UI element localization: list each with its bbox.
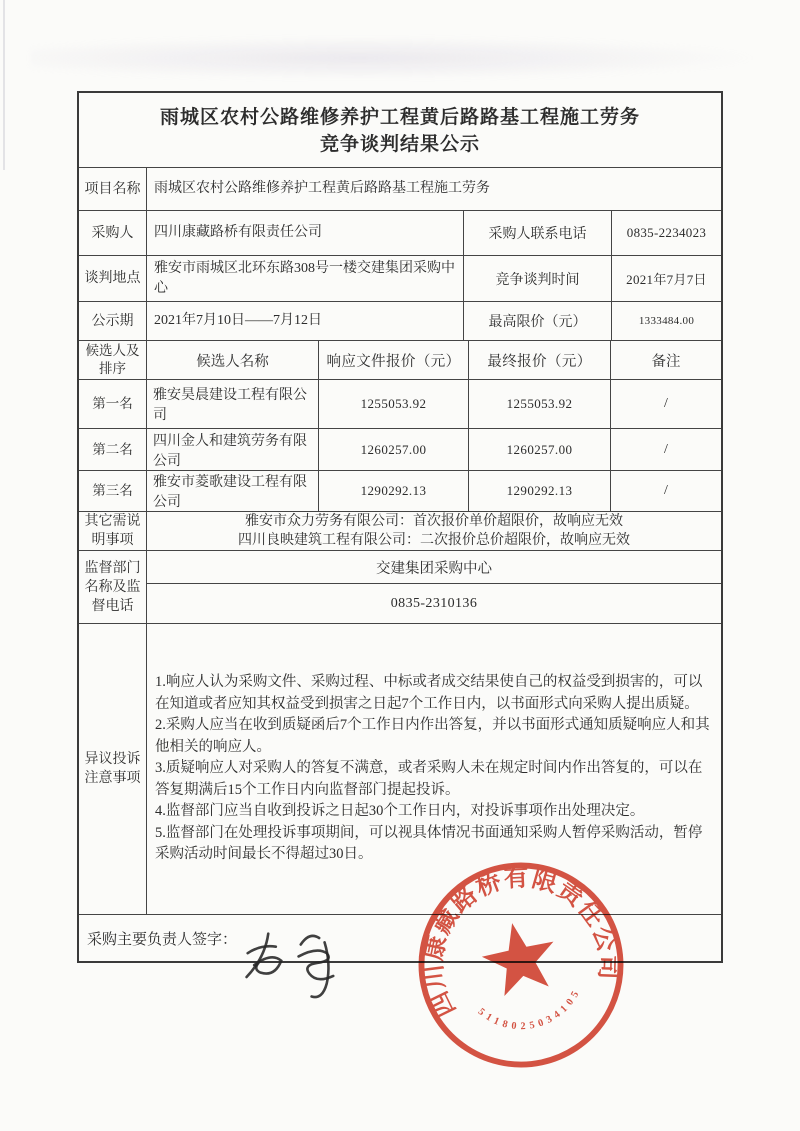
other-note-line: 雅安市众力劳务有限公司：首次报价单价超限价，故响应无效 (245, 514, 623, 529)
seal-company-text: 四川康藏路桥有限责任公司 (420, 864, 622, 1021)
period-value: 2021年7月10日——7月12日 (146, 302, 463, 340)
objection-content (146, 624, 721, 914)
candidates-header-row (79, 340, 721, 379)
supervision-label: 监督部门名称及监督电话 (84, 560, 141, 614)
publicity-period-row (79, 301, 721, 340)
other-note-line: 四川良映建筑工程有限公司：二次报价总价超限价，故响应无效 (238, 533, 630, 548)
candidate-name-header: 候选人名称 (146, 341, 318, 379)
candidate-name: 雅安昊晨建设工程有限公司 (146, 380, 318, 428)
signature-label: 采购主要负责人签字： (87, 931, 238, 948)
objection-label: 异议投诉注意事项 (84, 752, 141, 786)
negotiation-time-label: 竞争谈判时间 (463, 256, 611, 301)
candidate-final-price: 1255053.92 (468, 380, 610, 428)
company-seal (394, 838, 648, 1092)
candidate-remark: / (610, 471, 721, 511)
final-price-header: 最终报价（元） (468, 341, 610, 379)
project-name-label: 项目名称 (84, 181, 141, 197)
candidate-remark: / (610, 380, 721, 428)
candidate-remark: / (610, 429, 721, 470)
seal-code-text: 5118025034105 (475, 988, 582, 1033)
objection-item-2: 2.采购人应当在收到质疑函后7个工作日内作出答复，并以书面形式通知质疑响应人和其他相关的响应人。 (155, 717, 710, 755)
scan-smudge-artifact (30, 36, 760, 80)
period-label: 公示期 (91, 313, 134, 329)
title-line-2: 竞争谈判结果公示 (319, 134, 480, 155)
svg-text:5118025034105 (474, 986, 587, 1043)
title-row (79, 93, 721, 167)
objection-item-4: 4.监督部门应当自收到投诉之日起30个工作日内，对投诉事项作出处理决定。 (155, 803, 645, 820)
project-name-row (79, 167, 721, 210)
candidate-row-2 (79, 428, 721, 470)
candidates-rank-header: 候选人及排序 (85, 343, 140, 376)
buyer-phone-value: 0835-2234023 (611, 211, 721, 255)
candidate-rank: 第二名 (92, 441, 133, 457)
signature-handwriting (239, 919, 369, 1009)
supervision-phone: 0835-2310136 (147, 583, 721, 623)
max-price-value: 1333484.00 (611, 302, 721, 340)
supervision-row (79, 550, 721, 623)
candidate-rank: 第一名 (92, 396, 133, 411)
buyer-value: 四川康藏路桥有限责任公司 (146, 211, 463, 255)
objection-row (79, 623, 721, 914)
candidate-row-3 (79, 470, 721, 511)
negotiation-time-value: 2021年7月7日 (611, 256, 721, 301)
objection-item-1: 1.响应人认为采购文件、采购过程、中标或者成交结果使自己的权益受到损害的，可以在知道或者应知其权益受到损害之日起7个工作日内，以书面形式向采购人提出质疑。 (155, 674, 703, 712)
venue-value: 雅安市雨城区北环东路308号一楼交建集团采购中心 (146, 256, 463, 301)
candidate-doc-price: 1260257.00 (318, 429, 468, 470)
buyer-label: 采购人 (91, 225, 134, 241)
project-name-value: 雨城区农村公路维修养护工程黄后路路基工程施工劳务 (146, 168, 721, 210)
title-line-1: 雨城区农村公路维修养护工程黄后路路基工程施工劳务 (159, 107, 640, 128)
seal-star (476, 916, 562, 999)
remark-header: 备注 (610, 341, 721, 379)
venue-row (79, 255, 721, 301)
buyer-row (79, 210, 721, 255)
supervision-values (146, 551, 721, 623)
objection-item-3: 3.质疑响应人对采购人的答复不满意，或者采购人未在规定时间内作出答复的，可以在答复期满后15个工作日内向监督部门提起投诉。 (155, 760, 703, 798)
candidate-doc-price: 1255053.92 (318, 380, 468, 428)
other-notes-label: 其它需说明事项 (84, 514, 141, 548)
other-notes-content (146, 512, 721, 550)
buyer-phone-label: 采购人联系电话 (463, 211, 611, 255)
max-price-label: 最高限价（元） (463, 302, 611, 340)
supervision-department: 交建集团采购中心 (376, 560, 492, 577)
candidate-rank: 第三名 (92, 483, 133, 498)
doc-price-header: 响应文件报价（元） (318, 341, 468, 379)
other-notes-row (79, 511, 721, 550)
candidate-name: 四川金人和建筑劳务有限公司 (146, 429, 318, 470)
candidate-name: 雅安市菱歌建设工程有限公司 (146, 471, 318, 511)
venue-label: 谈判地点 (84, 271, 141, 286)
document-title (79, 102, 721, 158)
candidate-doc-price: 1290292.13 (318, 471, 468, 511)
candidate-row-1 (79, 379, 721, 428)
candidate-final-price: 1260257.00 (468, 429, 610, 470)
objection-item-5: 5.监督部门在处理投诉事项期间，可以视具体情况书面通知采购人暂停采购活动，暂停采购活动时间最长不得超过30日。 (155, 824, 703, 863)
scan-edge-artifact (3, 0, 5, 170)
announcement-table (77, 91, 723, 963)
candidate-final-price: 1290292.13 (468, 471, 610, 511)
